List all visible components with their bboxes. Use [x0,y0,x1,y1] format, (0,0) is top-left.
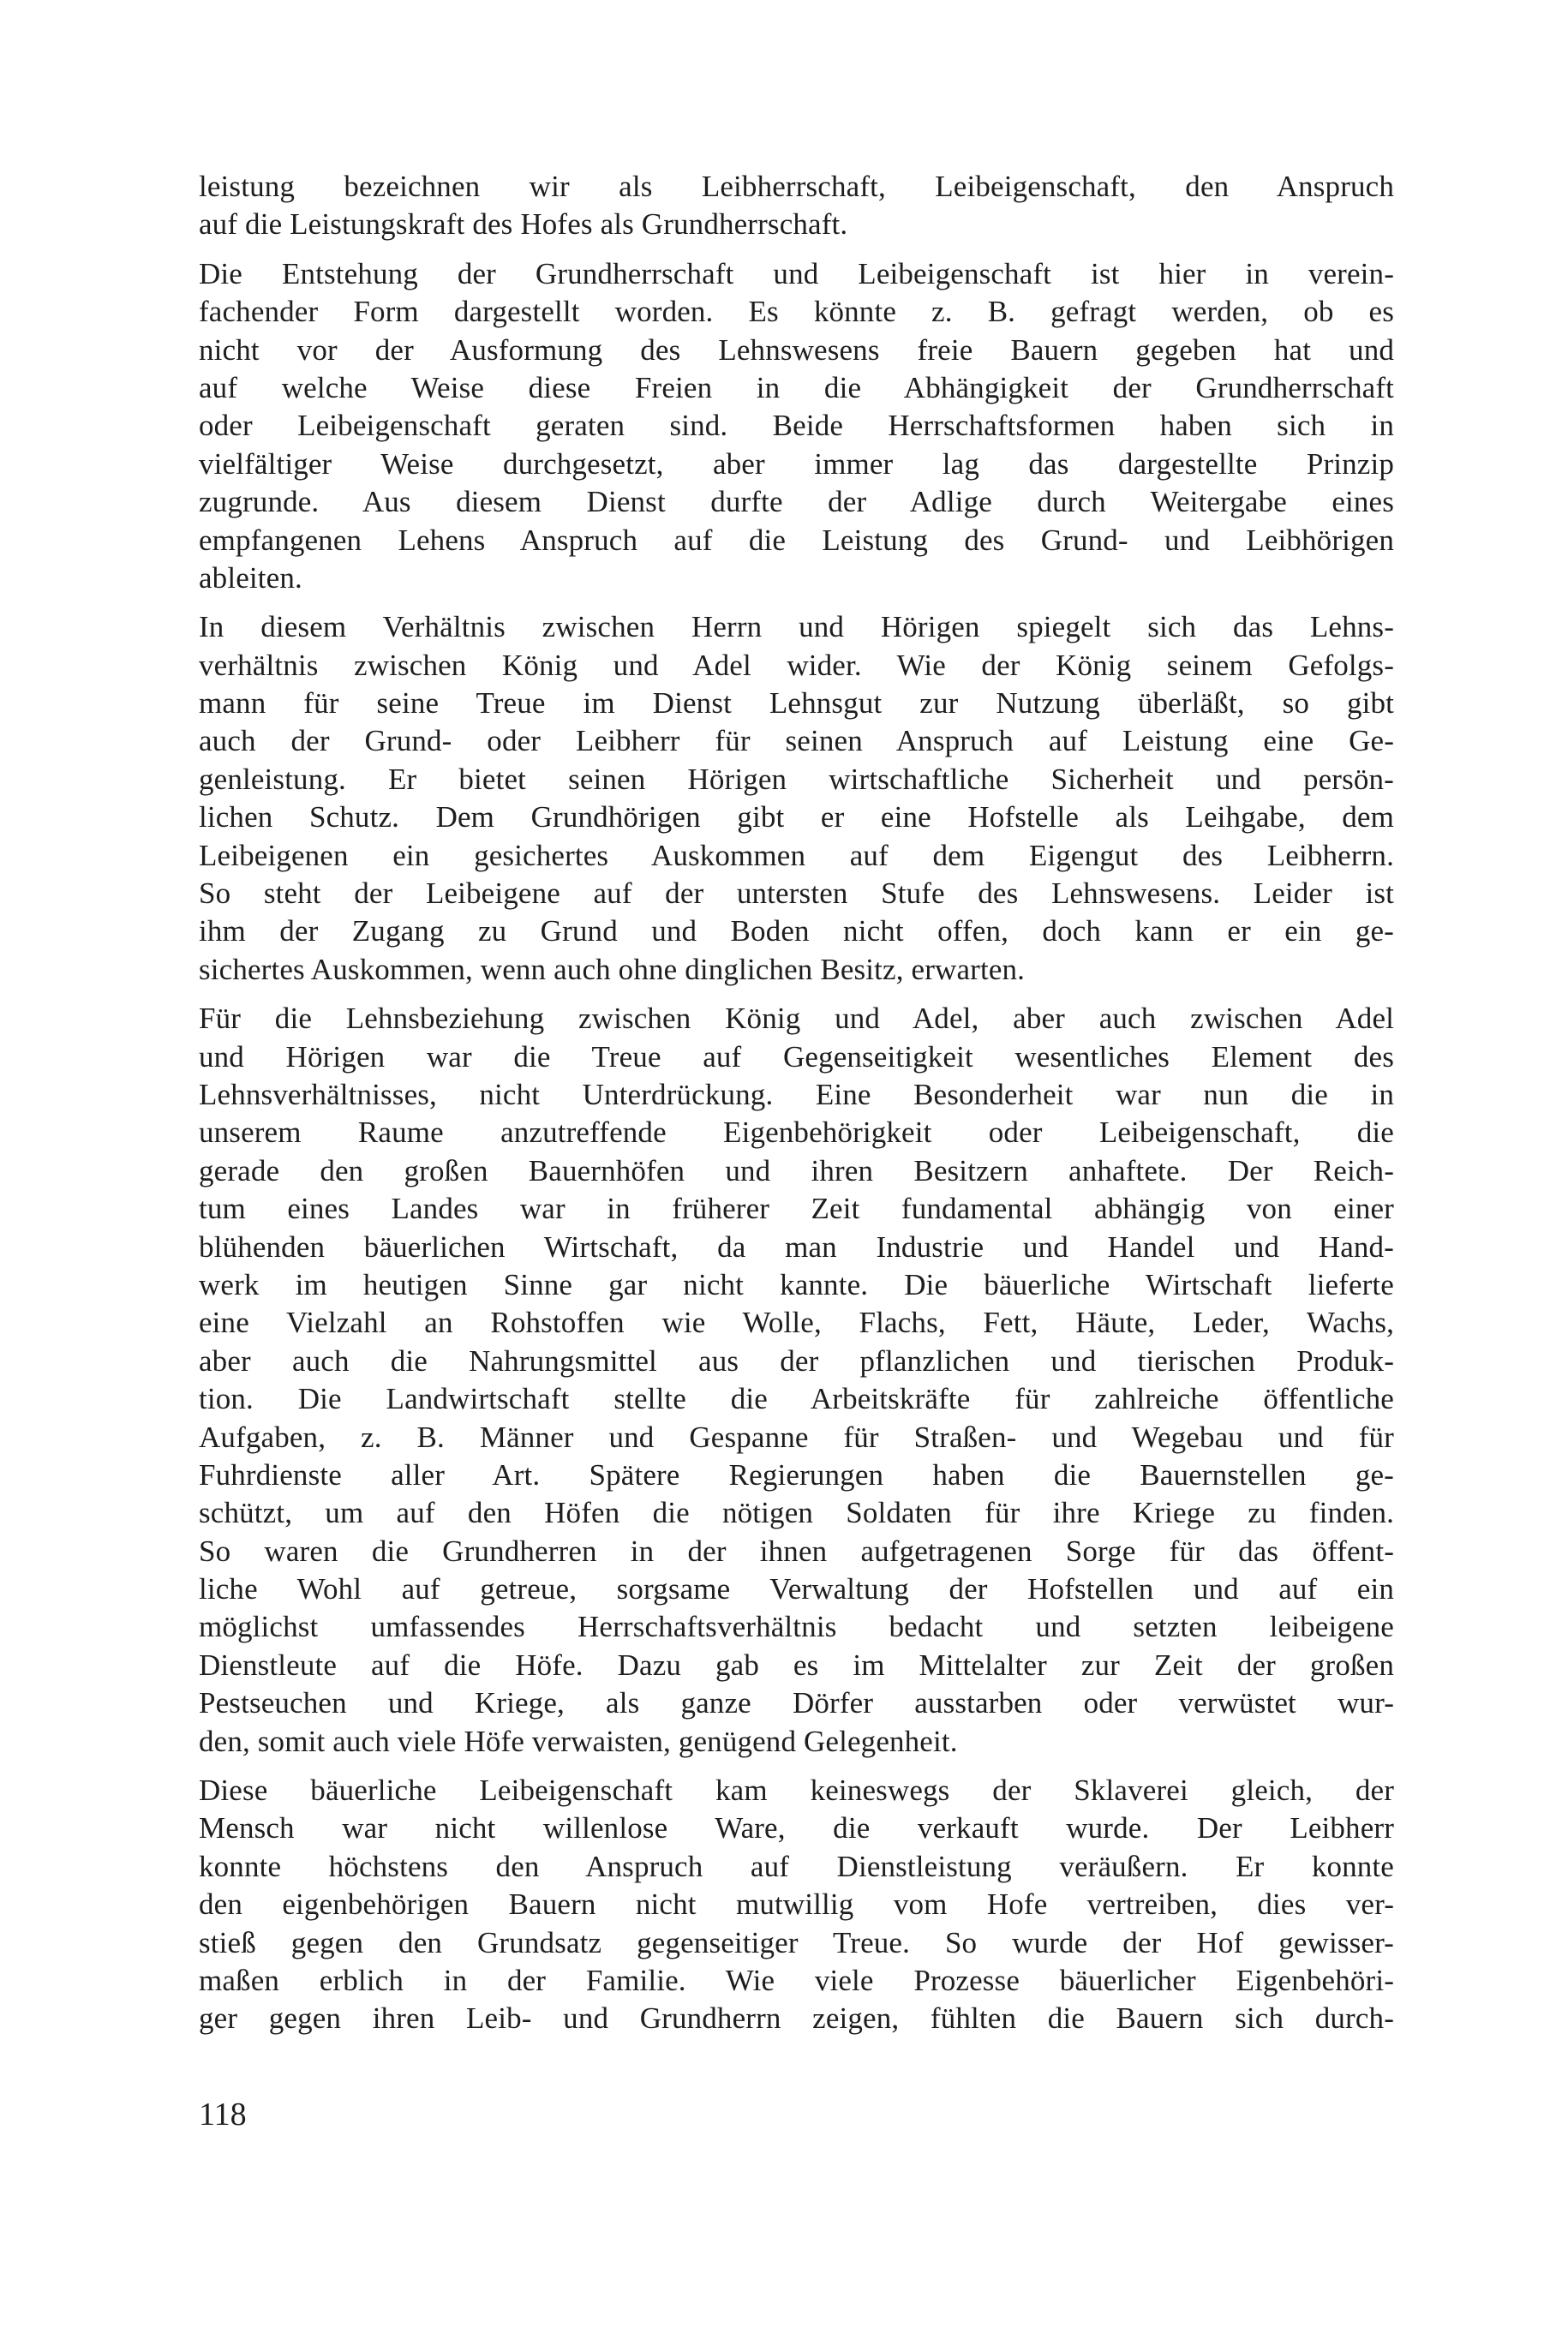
text-line: maßen erblich in der Familie. Wie viele Prozesse bäuerlicher Eigenbehöri- [199,1963,1394,1997]
page-number: 118 [199,2097,247,2133]
text-line: und Hörigen war die Treue auf Gegenseitigkeit wesentliches Element des [199,1039,1394,1074]
text-line: tion. Die Landwirtschaft stellte die Arbeitskräfte für zahlreiche öffentliche [199,1382,1394,1416]
text-line: auf die Leistungskraft des Hofes als Grundherrschaft. [199,207,848,242]
text-line: verhältnis zwischen König und Adel wider. Wie der König seinem Gefolgs- [199,648,1394,682]
text-line: ihm der Zugang zu Grund und Boden nicht offen, doch kann er ein ge- [199,914,1394,948]
text-line: Pestseuchen und Kriege, als ganze Dörfer ausstarben oder verwüstet wur- [199,1686,1394,1720]
text-line: gerade den großen Bauernhöfen und ihren Besitzern anhaftete. Der Reich- [199,1153,1394,1187]
text-line: blühenden bäuerlichen Wirtschaft, da man Industrie und Handel und Hand- [199,1229,1394,1264]
text-line: werk im heutigen Sinne gar nicht kannte. Die bäuerliche Wirtschaft lieferte [199,1267,1394,1301]
paragraph-4 [199,1000,1394,1761]
text-line: ableiten. [199,560,302,595]
text-line: auch der Grund- oder Leibherr für seinen Anspruch auf Leistung eine Ge- [199,724,1394,758]
text-line: möglichst umfassendes Herrschaftsverhältnis bedacht und setzten leibeigene [199,1610,1394,1644]
text-line: So steht der Leibeigene auf der untersten Stufe des Lehnswesens. Leider ist [199,876,1394,911]
text-line: Diese bäuerliche Leibeigenschaft kam keineswegs der Sklaverei gleich, der [199,1774,1394,1808]
text-line: konnte höchstens den Anspruch auf Dienstleistung veräußern. Er konnte [199,1849,1394,1883]
paragraph-gap [199,989,1394,1000]
text-line: den, somit auch viele Höfe verwaisten, genügend Gelegenheit. [199,1724,958,1758]
text-line: Mensch war nicht willenlose Ware, die verkauft wurde. Der Leibherr [199,1811,1394,1845]
text-line: liche Wohl auf getreue, sorgsame Verwaltung der Hofstellen und auf ein [199,1572,1394,1606]
text-line: fachender Form dargestellt worden. Es könnte z. B. gefragt werden, ob es [199,295,1394,329]
text-line: eine Vielzahl an Rohstoffen wie Wolle, Flachs, Fett, Häute, Leder, Wachs, [199,1306,1394,1340]
text-line: aber auch die Nahrungsmittel aus der pflanzlichen und tierischen Produk- [199,1343,1394,1378]
paragraph-1 [199,168,1394,244]
text-line: genleistung. Er bietet seinen Hörigen wirtschaftliche Sicherheit und persön- [199,762,1394,796]
text-line: tum eines Landes war in früherer Zeit fundamental abhängig von einer [199,1192,1394,1226]
text-line: mann für seine Treue im Dienst Lehnsgut zur Nutzung überläßt, so gibt [199,686,1394,721]
text-line: In diesem Verhältnis zwischen Herrn und Hörigen spiegelt sich das Lehns- [199,610,1394,644]
text-line: oder Leibeigenschaft geraten sind. Beide Herrschaftsformen haben sich in [199,409,1394,443]
text-line: zugrunde. Aus diesem Dienst durfte der Adlige durch Weitergabe eines [199,485,1394,519]
text-line: Fuhrdienste aller Art. Spätere Regierungen haben die Bauernstellen ge- [199,1457,1394,1492]
text-line: empfangenen Lehens Anspruch auf die Leistung des Grund- und Leibhörigen [199,523,1394,557]
paragraph-gap [199,244,1394,255]
text-line: stieß gegen den Grundsatz gegenseitiger Treue. So wurde der Hof gewisser- [199,1925,1394,1959]
text-line: lichen Schutz. Dem Grundhörigen gibt er eine Hofstelle als Leihgabe, dem [199,800,1394,834]
text-line: unserem Raume anzutreffende Eigenbehörigkeit oder Leibeigenschaft, die [199,1116,1394,1150]
body-text [199,168,1394,2038]
text-line: auf welche Weise diese Freien in die Abhängigkeit der Grundherrschaft [199,370,1394,404]
paragraph-3 [199,608,1394,989]
text-line: ger gegen ihren Leib- und Grundherrn zeigen, fühlten die Bauern sich durch- [199,2001,1394,2036]
paragraph-gap [199,597,1394,608]
text-line: nicht vor der Ausformung des Lehnswesens freie Bauern gegeben hat und [199,332,1394,367]
paragraph-5 [199,1772,1394,2038]
text-line: Leibeigenen ein gesichertes Auskommen auf dem Eigengut des Leibherrn. [199,838,1394,872]
text-line: Aufgaben, z. B. Männer und Gespanne für Straßen- und Wegebau und für [199,1420,1394,1454]
paragraph-2 [199,255,1394,598]
text-line: leistung bezeichnen wir als Leibherrschaft, Leibeigenschaft, den Anspruch [199,170,1394,203]
text-line: So waren die Grundherren in der ihnen aufgetragenen Sorge für das öffent- [199,1534,1394,1568]
text-line: vielfältiger Weise durchgesetzt, aber immer lag das dargestellte Prinzip [199,446,1394,481]
text-line: den eigenbehörigen Bauern nicht mutwillig vom Hofe vertreiben, dies ver- [199,1887,1394,1922]
text-line: Lehnsverhältnisses, nicht Unterdrückung. Eine Besonderheit war nun die in [199,1077,1394,1111]
text-line: sichertes Auskommen, wenn auch ohne dinglichen Besitz, erwarten. [199,952,1026,986]
text-line: Die Entstehung der Grundherrschaft und Leibeigenschaft ist hier in verein- [199,256,1394,290]
text-line: Dienstleute auf die Höfe. Dazu gab es im Mittelalter zur Zeit der großen [199,1648,1394,1682]
text-line: Für die Lehnsbeziehung zwischen König und Adel, aber auch zwischen Adel [199,1002,1394,1036]
paragraph-gap [199,1761,1394,1772]
text-line: schützt, um auf den Höfen die nötigen Soldaten für ihre Kriege zu finden. [199,1496,1394,1530]
